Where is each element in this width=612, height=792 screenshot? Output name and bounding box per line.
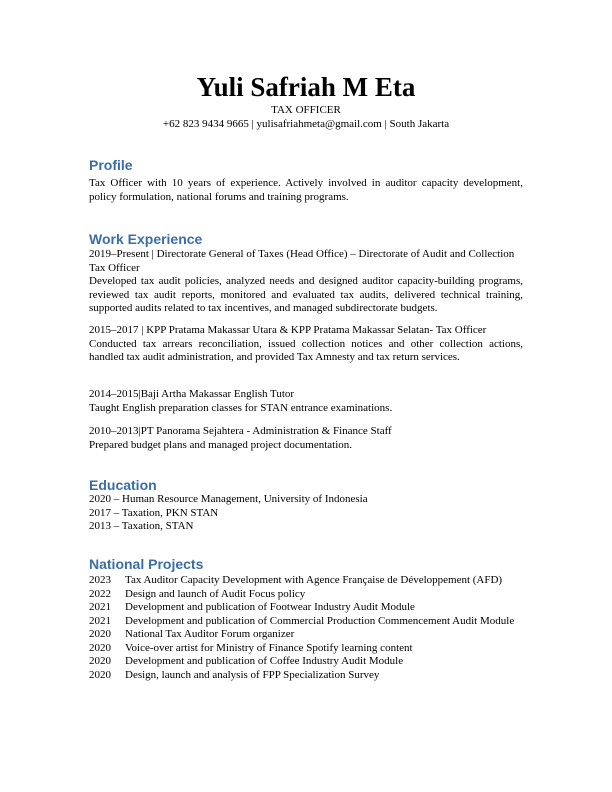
job-entry xyxy=(89,248,523,316)
education-item: 2013 – Taxation, STAN xyxy=(89,520,194,532)
project-item xyxy=(89,628,523,642)
project-year: 2020 xyxy=(89,628,111,640)
separator: | xyxy=(251,118,254,130)
project-description: Voice-over artist for Ministry of Finance Spotify learning content xyxy=(125,641,413,654)
project-year: 2021 xyxy=(89,614,111,627)
project-item xyxy=(89,669,523,683)
project-item xyxy=(89,601,523,615)
job-description: Prepared budget plans and managed project documentation. xyxy=(89,438,352,451)
job-title-line: 2015–2017 | KPP Pratama Makassar Utara & KPP Pratama Makassar Selatan- Tax Officer xyxy=(89,324,487,336)
profile-text: Tax Officer with 10 years of experience. Actively involved in auditor capacity development, policy formulation, national forums and training programs. xyxy=(89,177,523,203)
project-item xyxy=(89,642,523,656)
project-year: 2023 xyxy=(89,574,111,586)
project-year: 2020 xyxy=(89,655,111,667)
location: South Jakarta xyxy=(389,118,450,130)
project-description: National Tax Auditor Forum organizer xyxy=(125,628,295,640)
project-description: Design and launch of Audit Focus policy xyxy=(125,587,306,600)
project-item xyxy=(89,655,523,669)
project-description: Development and publication of Commercial Production Commencement Audit Module xyxy=(125,614,515,627)
job-entry xyxy=(89,324,523,365)
project-year: 2021 xyxy=(89,601,111,613)
email-address: yulisafriahmeta@gmail.com xyxy=(256,118,382,130)
education-item: 2020 – Human Resource Management, University of Indonesia xyxy=(89,493,368,505)
project-description: Development and publication of Coffee Industry Audit Module xyxy=(125,655,404,667)
job-entry xyxy=(89,388,523,415)
phone-number: +62 823 9434 9665 xyxy=(162,118,249,130)
contact-line xyxy=(0,117,612,131)
profile-heading: Profile xyxy=(89,157,133,173)
national-projects-heading: National Projects xyxy=(89,556,204,572)
work-experience-heading: Work Experience xyxy=(89,231,203,247)
job-title: TAX OFFICER xyxy=(271,104,341,116)
job-title-line: 2014–2015|Baji Artha Makassar English Tutor xyxy=(89,388,295,400)
resume-header xyxy=(0,72,612,131)
education-list xyxy=(89,493,523,534)
project-item xyxy=(89,574,523,588)
job-title-line: 2010–2013|PT Panorama Sejahtera - Administration & Finance Staff xyxy=(89,425,392,437)
job-description: Taught English preparation classes for STAN entrance examinations. xyxy=(89,401,393,414)
job-description: Conducted tax arrears reconciliation, issued collection notices and other collection actions, handled tax audit administration, and provided Tax Amnesty and tax return services. xyxy=(89,337,523,363)
project-year: 2022 xyxy=(89,587,111,600)
separator: | xyxy=(384,118,387,130)
education-heading: Education xyxy=(89,477,157,493)
project-description: Development and publication of Footwear Industry Audit Module xyxy=(125,601,415,613)
project-description: Design, launch and analysis of FPP Specialization Survey xyxy=(125,668,380,681)
job-description: Developed tax audit policies, analyzed needs and designed auditor capacity-building programs, reviewed tax audit reports, monitored and evaluated tax audits, delivered technical training, supported audits related to tax incentives, and managed subdirectorate budgets. xyxy=(89,275,523,314)
education-item: 2017 – Taxation, PKN STAN xyxy=(89,506,219,519)
project-description: Tax Auditor Capacity Development with Agence Française de Développement (AFD) xyxy=(125,574,503,586)
job-entry xyxy=(89,425,523,452)
project-year: 2020 xyxy=(89,641,111,654)
projects-list xyxy=(89,574,523,682)
project-year: 2020 xyxy=(89,668,111,681)
project-item xyxy=(89,615,523,629)
job-title-line: 2019–Present | Directorate General of Taxes (Head Office) – Directorate of Audit and Collection Tax Officer xyxy=(89,248,515,274)
candidate-name: Yuli Safriah M Eta xyxy=(196,72,416,102)
project-item xyxy=(89,588,523,602)
